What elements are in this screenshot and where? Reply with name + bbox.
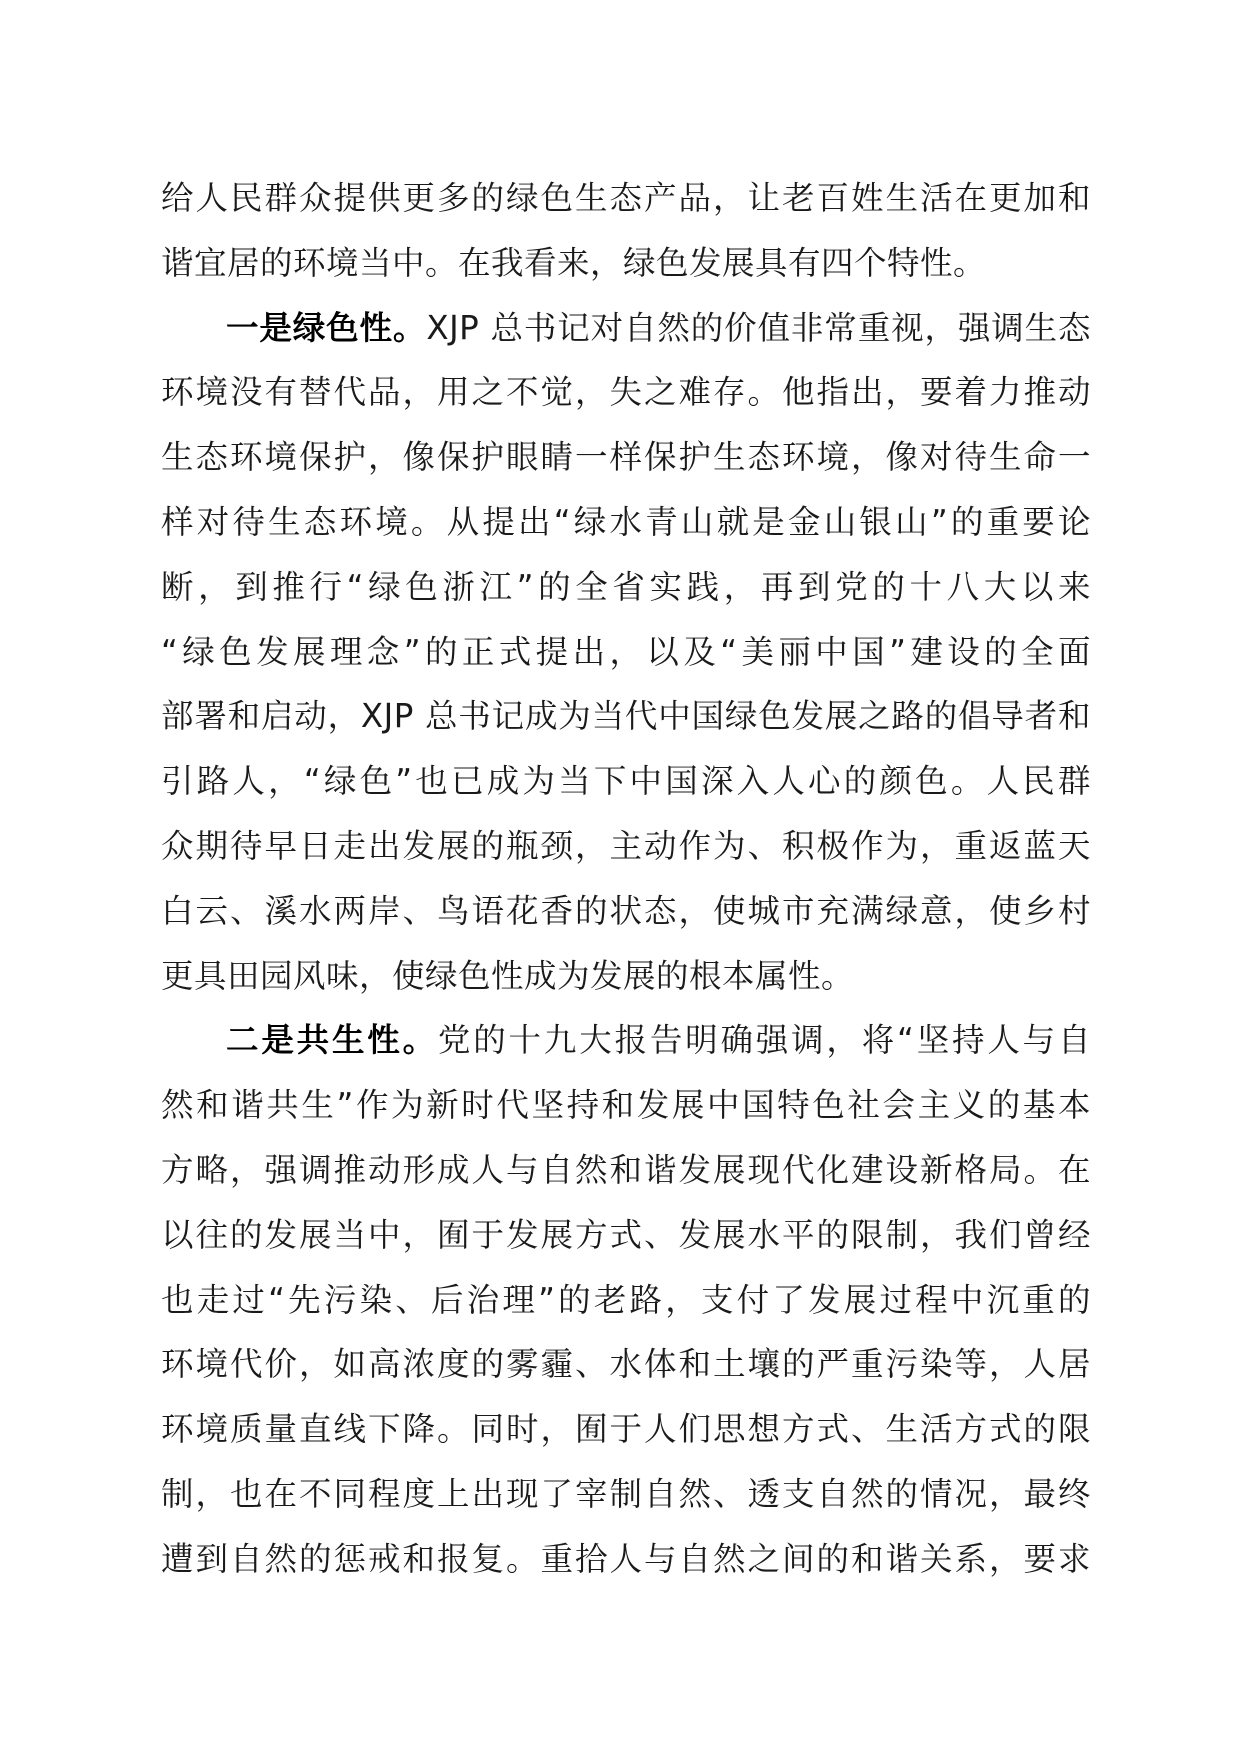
text-line: 样对待生态环境。从提出“绿水青山就是金山银山”的重要论 — [161, 502, 1091, 541]
text-run: XJP 总书记对自然的价值非常重视，强调生态 — [426, 308, 1091, 347]
text-line: 环境代价，如高浓度的雾霾、水体和土壤的严重污染等，人居 — [161, 1345, 1091, 1384]
text-line: 方略，强调推动形成人与自然和谐发展现代化建设新格局。在 — [161, 1150, 1091, 1189]
text-line — [161, 1008, 1091, 1073]
text-line: 以往的发展当中，囿于发展方式、发展水平的限制，我们曾经 — [161, 1215, 1091, 1254]
document-body — [161, 166, 1091, 1592]
paragraph-heading: 一是绿色性。 — [226, 308, 427, 347]
text-line: 遭到自然的惩戒和报复。重拾人与自然之间的和谐关系，要求 — [161, 1539, 1091, 1578]
paragraph-symbiosis — [161, 1008, 1091, 1591]
text-line: 制，也在不同程度上出现了宰制自然、透支自然的情况，最终 — [161, 1474, 1091, 1513]
paragraph-greenness — [161, 296, 1091, 1009]
text-line: “绿色发展理念”的正式提出，以及“美丽中国”建设的全面 — [161, 632, 1091, 671]
text-line — [161, 296, 1091, 361]
text-line: 断，到推行“绿色浙江”的全省实践，再到党的十八大以来 — [161, 567, 1091, 606]
text-line: 谐宜居的环境当中。在我看来，绿色发展具有四个特性。 — [161, 243, 987, 282]
text-line: 更具田园风味，使绿色性成为发展的根本属性。 — [161, 956, 855, 995]
paragraph-heading: 二是共生性。 — [226, 1021, 438, 1060]
text-line: 白云、溪水两岸、鸟语花香的状态，使城市充满绿意，使乡村 — [161, 891, 1091, 930]
text-line: 众期待早日走出发展的瓶颈，主动作为、积极作为，重返蓝天 — [161, 826, 1091, 865]
text-line: 引路人，“绿色”也已成为当下中国深入人心的颜色。人民群 — [161, 762, 1091, 801]
text-line: 然和谐共生”作为新时代坚持和发展中国特色社会主义的基本 — [161, 1086, 1091, 1125]
text-line: 环境没有替代品，用之不觉，失之难存。他指出，要着力推动 — [161, 373, 1091, 412]
text-line: 给人民群众提供更多的绿色生态产品，让老百姓生活在更加和 — [161, 179, 1091, 217]
text-line: 部署和启动，XJP 总书记成为当代中国绿色发展之路的倡导者和 — [161, 697, 1091, 736]
text-run: 党的十九大报告明确强调，将“坚持人与自 — [437, 1021, 1091, 1060]
text-line: 生态环境保护，像保护眼睛一样保护生态环境，像对待生命一 — [161, 438, 1091, 477]
text-line: 环境质量直线下降。同时，囿于人们思想方式、生活方式的限 — [161, 1410, 1091, 1449]
text-line: 也走过“先污染、后治理”的老路，支付了发展过程中沉重的 — [161, 1280, 1091, 1319]
paragraph-intro — [161, 166, 1091, 296]
